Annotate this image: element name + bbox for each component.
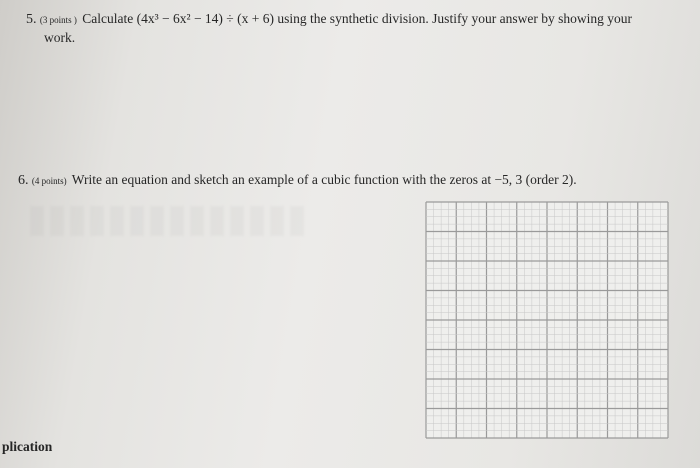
- question-5: [26, 10, 656, 46]
- question-5-text-line2: work.: [44, 30, 76, 45]
- question-5-points: (3 points ): [39, 15, 77, 25]
- question-5-number: 5.: [26, 12, 37, 27]
- question-5-text-after: using the synthetic division. Justify your answer by showing your: [277, 11, 633, 26]
- question-6-points: (4 points): [31, 176, 67, 186]
- question-5-text-before: Calculate: [82, 11, 134, 26]
- question-6-number: 6.: [18, 173, 29, 188]
- question-6: [18, 171, 658, 190]
- graph-paper-grid[interactable]: [425, 201, 669, 439]
- show-through-text: [30, 206, 310, 236]
- question-5-expression: (4x³ − 6x² − 14) ÷ (x + 6): [136, 11, 274, 26]
- graph-paper[interactable]: [425, 201, 669, 439]
- footer-text: plication: [2, 439, 53, 454]
- question-6-text: Write an equation and sketch an example of a cubic function with the zeros at −5, 3 (order 2).: [71, 172, 577, 187]
